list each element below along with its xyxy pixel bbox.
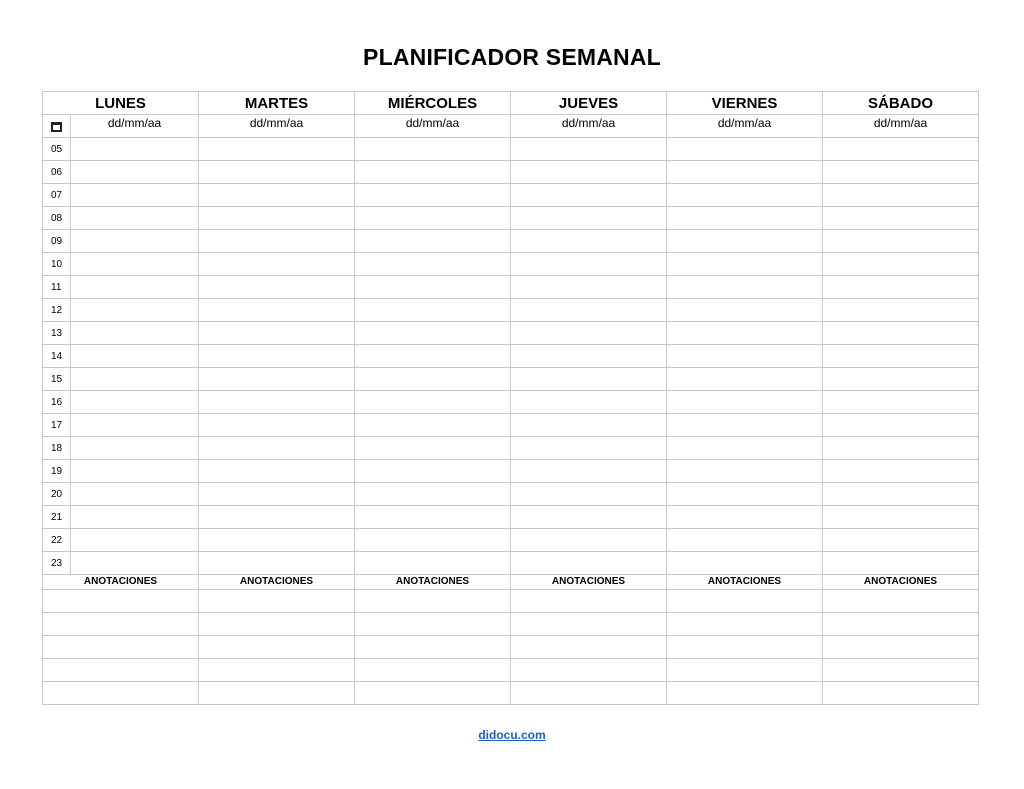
schedule-cell[interactable] (199, 368, 355, 391)
note-cell[interactable] (511, 636, 667, 659)
note-cell[interactable] (43, 613, 199, 636)
schedule-cell[interactable] (71, 322, 199, 345)
hour-row (43, 391, 979, 414)
note-cell[interactable] (43, 659, 199, 682)
hour-row (43, 414, 979, 437)
day-header: JUEVES (511, 92, 667, 115)
schedule-cell[interactable] (823, 207, 979, 230)
schedule-cell[interactable] (71, 345, 199, 368)
schedule-cell[interactable] (355, 299, 511, 322)
note-cell[interactable] (511, 682, 667, 705)
schedule-cell[interactable] (199, 391, 355, 414)
schedule-cell[interactable] (511, 483, 667, 506)
note-cell[interactable] (199, 590, 355, 613)
schedule-cell[interactable] (667, 207, 823, 230)
schedule-cell[interactable] (355, 414, 511, 437)
note-cell[interactable] (355, 636, 511, 659)
hour-row (43, 184, 979, 207)
notes-header: ANOTACIONES (43, 575, 199, 590)
schedule-cell[interactable] (823, 276, 979, 299)
date-field[interactable]: dd/mm/aa (511, 115, 667, 138)
schedule-cell[interactable] (823, 529, 979, 552)
schedule-cell[interactable] (199, 414, 355, 437)
hour-label: 06 (43, 161, 71, 184)
date-field[interactable]: dd/mm/aa (823, 115, 979, 138)
schedule-cell[interactable] (71, 368, 199, 391)
schedule-cell[interactable] (511, 299, 667, 322)
schedule-cell[interactable] (71, 276, 199, 299)
notes-header-row (43, 575, 979, 590)
date-field[interactable]: dd/mm/aa (355, 115, 511, 138)
hour-label: 15 (43, 368, 71, 391)
note-cell[interactable] (355, 682, 511, 705)
schedule-cell[interactable] (823, 483, 979, 506)
schedule-cell[interactable] (71, 230, 199, 253)
schedule-cell[interactable] (71, 414, 199, 437)
schedule-cell[interactable] (355, 184, 511, 207)
schedule-cell[interactable] (667, 276, 823, 299)
schedule-cell[interactable] (667, 437, 823, 460)
schedule-cell[interactable] (667, 299, 823, 322)
weekly-planner-table (42, 91, 979, 705)
schedule-cell[interactable] (355, 230, 511, 253)
schedule-cell[interactable] (355, 437, 511, 460)
schedule-cell[interactable] (355, 161, 511, 184)
schedule-cell[interactable] (355, 460, 511, 483)
site-link[interactable]: didocu.com (478, 728, 546, 742)
hour-label: 23 (43, 552, 71, 575)
note-cell[interactable] (823, 613, 979, 636)
schedule-cell[interactable] (667, 460, 823, 483)
schedule-cell[interactable] (823, 345, 979, 368)
note-cell[interactable] (355, 613, 511, 636)
note-cell[interactable] (667, 590, 823, 613)
hour-label: 13 (43, 322, 71, 345)
schedule-cell[interactable] (823, 253, 979, 276)
schedule-cell[interactable] (823, 322, 979, 345)
hour-label: 10 (43, 253, 71, 276)
note-row (43, 613, 979, 636)
schedule-cell[interactable] (71, 391, 199, 414)
schedule-cell[interactable] (355, 552, 511, 575)
schedule-cell[interactable] (355, 483, 511, 506)
note-row (43, 659, 979, 682)
schedule-cell[interactable] (355, 322, 511, 345)
hour-row (43, 276, 979, 299)
calendar-cell (43, 115, 71, 138)
note-cell[interactable] (43, 590, 199, 613)
hour-label: 08 (43, 207, 71, 230)
schedule-cell[interactable] (199, 138, 355, 161)
hour-row (43, 138, 979, 161)
schedule-cell[interactable] (71, 506, 199, 529)
schedule-cell[interactable] (667, 529, 823, 552)
date-field[interactable]: dd/mm/aa (667, 115, 823, 138)
schedule-cell[interactable] (823, 368, 979, 391)
schedule-cell[interactable] (511, 230, 667, 253)
schedule-cell[interactable] (71, 253, 199, 276)
schedule-cell[interactable] (355, 391, 511, 414)
schedule-cell[interactable] (199, 253, 355, 276)
schedule-cell[interactable] (823, 414, 979, 437)
hour-label: 07 (43, 184, 71, 207)
hour-label: 21 (43, 506, 71, 529)
hour-row (43, 230, 979, 253)
schedule-cell[interactable] (355, 253, 511, 276)
schedule-cell[interactable] (71, 161, 199, 184)
schedule-cell[interactable] (511, 207, 667, 230)
schedule-cell[interactable] (511, 161, 667, 184)
note-row (43, 590, 979, 613)
note-cell[interactable] (199, 636, 355, 659)
schedule-cell[interactable] (71, 207, 199, 230)
note-cell[interactable] (823, 659, 979, 682)
schedule-cell[interactable] (71, 299, 199, 322)
schedule-cell[interactable] (667, 506, 823, 529)
note-cell[interactable] (511, 659, 667, 682)
schedule-cell[interactable] (511, 391, 667, 414)
note-cell[interactable] (667, 613, 823, 636)
schedule-cell[interactable] (823, 161, 979, 184)
schedule-cell[interactable] (667, 253, 823, 276)
schedule-cell[interactable] (667, 391, 823, 414)
schedule-cell[interactable] (355, 207, 511, 230)
schedule-cell[interactable] (511, 437, 667, 460)
date-field[interactable]: dd/mm/aa (199, 115, 355, 138)
schedule-cell[interactable] (199, 552, 355, 575)
schedule-cell[interactable] (667, 483, 823, 506)
hour-label: 20 (43, 483, 71, 506)
schedule-cell[interactable] (355, 506, 511, 529)
note-cell[interactable] (43, 636, 199, 659)
schedule-cell[interactable] (199, 161, 355, 184)
note-cell[interactable] (823, 682, 979, 705)
hour-row (43, 253, 979, 276)
hour-row (43, 506, 979, 529)
schedule-cell[interactable] (355, 138, 511, 161)
hour-label: 17 (43, 414, 71, 437)
schedule-cell[interactable] (199, 437, 355, 460)
schedule-cell[interactable] (71, 529, 199, 552)
note-cell[interactable] (823, 590, 979, 613)
schedule-cell[interactable] (199, 483, 355, 506)
schedule-cell[interactable] (511, 345, 667, 368)
schedule-cell[interactable] (667, 368, 823, 391)
schedule-cell[interactable] (71, 552, 199, 575)
notes-header: ANOTACIONES (667, 575, 823, 590)
schedule-cell[interactable] (667, 322, 823, 345)
hour-row (43, 299, 979, 322)
note-row (43, 636, 979, 659)
schedule-cell[interactable] (667, 414, 823, 437)
note-cell[interactable] (511, 590, 667, 613)
hour-label: 05 (43, 138, 71, 161)
schedule-cell[interactable] (823, 391, 979, 414)
schedule-cell[interactable] (667, 345, 823, 368)
hour-row (43, 368, 979, 391)
hour-row (43, 161, 979, 184)
hour-label: 14 (43, 345, 71, 368)
day-header: MIÉRCOLES (355, 92, 511, 115)
hour-label: 11 (43, 276, 71, 299)
note-cell[interactable] (355, 590, 511, 613)
note-cell[interactable] (667, 682, 823, 705)
day-header-row (43, 92, 979, 115)
notes-header: ANOTACIONES (355, 575, 511, 590)
schedule-cell[interactable] (823, 460, 979, 483)
note-cell[interactable] (43, 682, 199, 705)
schedule-cell[interactable] (355, 529, 511, 552)
schedule-cell[interactable] (199, 299, 355, 322)
hour-label: 18 (43, 437, 71, 460)
schedule-cell[interactable] (355, 276, 511, 299)
schedule-cell[interactable] (511, 184, 667, 207)
schedule-cell[interactable] (667, 552, 823, 575)
schedule-cell[interactable] (823, 230, 979, 253)
note-row (43, 682, 979, 705)
note-cell[interactable] (511, 613, 667, 636)
schedule-cell[interactable] (823, 552, 979, 575)
schedule-cell[interactable] (199, 460, 355, 483)
hour-row (43, 345, 979, 368)
schedule-cell[interactable] (823, 299, 979, 322)
schedule-cell[interactable] (511, 368, 667, 391)
schedule-cell[interactable] (511, 552, 667, 575)
date-field[interactable]: dd/mm/aa (71, 115, 199, 138)
hour-row (43, 552, 979, 575)
notes-header: ANOTACIONES (511, 575, 667, 590)
schedule-cell[interactable] (199, 529, 355, 552)
schedule-cell[interactable] (823, 184, 979, 207)
hour-row (43, 322, 979, 345)
schedule-cell[interactable] (199, 345, 355, 368)
calendar-icon (51, 122, 62, 132)
notes-header: ANOTACIONES (199, 575, 355, 590)
schedule-cell[interactable] (199, 184, 355, 207)
note-cell[interactable] (667, 659, 823, 682)
schedule-cell[interactable] (199, 207, 355, 230)
schedule-cell[interactable] (667, 161, 823, 184)
note-cell[interactable] (199, 659, 355, 682)
day-header: MARTES (199, 92, 355, 115)
day-header: VIERNES (667, 92, 823, 115)
schedule-cell[interactable] (355, 345, 511, 368)
hour-row (43, 529, 979, 552)
schedule-cell[interactable] (511, 506, 667, 529)
schedule-cell[interactable] (823, 138, 979, 161)
page-title: PLANIFICADOR SEMANAL (363, 44, 661, 70)
schedule-cell[interactable] (511, 414, 667, 437)
schedule-cell[interactable] (71, 437, 199, 460)
day-header: SÁBADO (823, 92, 979, 115)
schedule-cell[interactable] (71, 184, 199, 207)
schedule-cell[interactable] (511, 138, 667, 161)
schedule-cell[interactable] (71, 460, 199, 483)
schedule-cell[interactable] (667, 230, 823, 253)
note-cell[interactable] (355, 659, 511, 682)
note-cell[interactable] (823, 636, 979, 659)
schedule-cell[interactable] (355, 368, 511, 391)
schedule-cell[interactable] (667, 184, 823, 207)
schedule-cell[interactable] (823, 437, 979, 460)
schedule-cell[interactable] (199, 322, 355, 345)
footer (0, 728, 1024, 742)
schedule-cell[interactable] (511, 529, 667, 552)
schedule-cell[interactable] (71, 138, 199, 161)
hour-label: 09 (43, 230, 71, 253)
hour-label: 22 (43, 529, 71, 552)
hour-row (43, 207, 979, 230)
hour-row (43, 437, 979, 460)
schedule-cell[interactable] (199, 506, 355, 529)
notes-header: ANOTACIONES (823, 575, 979, 590)
note-cell[interactable] (199, 613, 355, 636)
hour-row (43, 460, 979, 483)
schedule-cell[interactable] (511, 322, 667, 345)
hour-label: 19 (43, 460, 71, 483)
schedule-cell[interactable] (667, 138, 823, 161)
day-header: LUNES (43, 92, 199, 115)
note-cell[interactable] (199, 682, 355, 705)
schedule-cell[interactable] (511, 253, 667, 276)
schedule-cell[interactable] (71, 483, 199, 506)
schedule-cell[interactable] (823, 506, 979, 529)
hour-label: 16 (43, 391, 71, 414)
date-row (43, 115, 979, 138)
schedule-cell[interactable] (511, 460, 667, 483)
hour-label: 12 (43, 299, 71, 322)
schedule-cell[interactable] (199, 276, 355, 299)
note-cell[interactable] (667, 636, 823, 659)
hour-row (43, 483, 979, 506)
schedule-cell[interactable] (199, 230, 355, 253)
schedule-cell[interactable] (511, 276, 667, 299)
